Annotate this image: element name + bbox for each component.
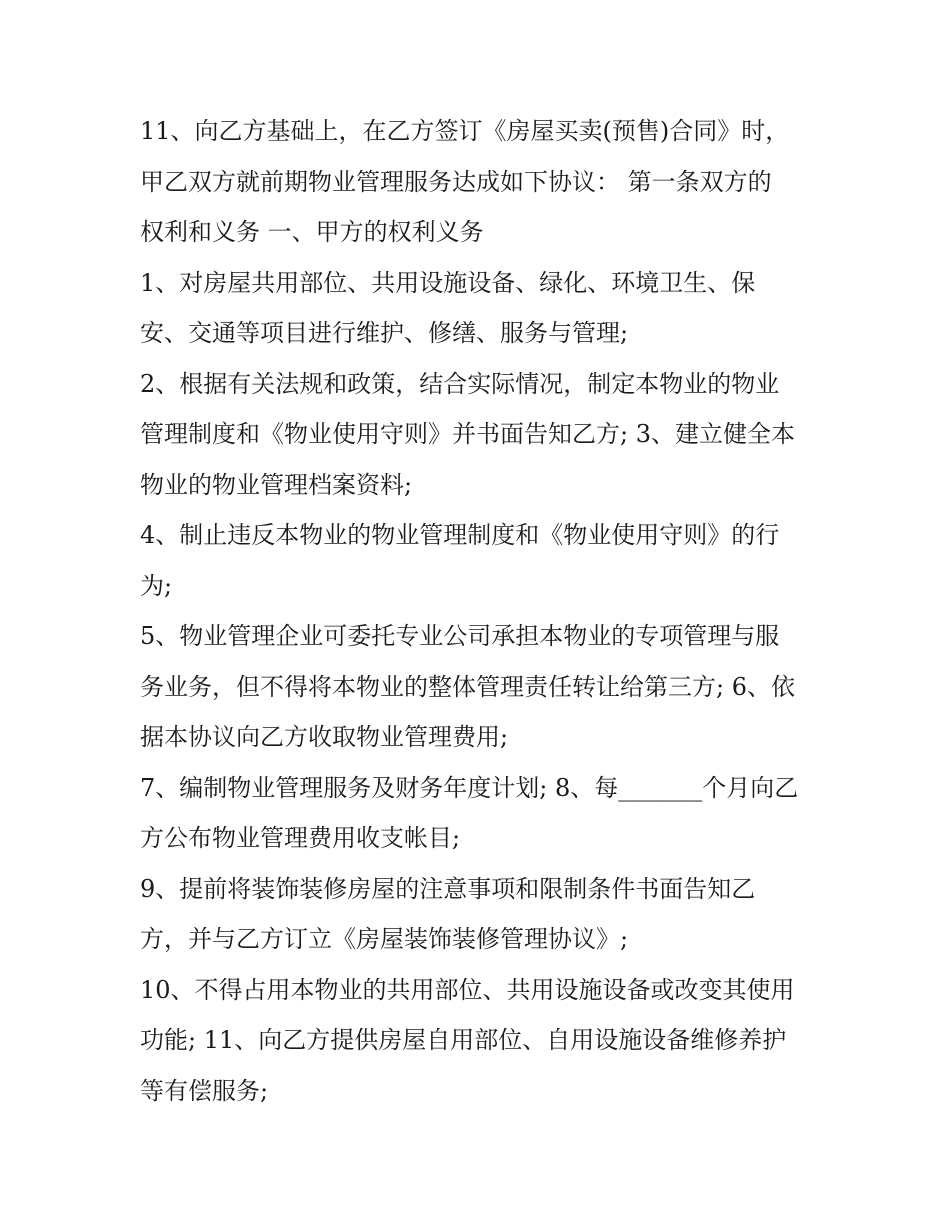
text-line: 11、向乙方基础上，在乙方签订《房屋买卖(预售)合同》时， [140, 117, 790, 145]
text-line: 5、物业管理企业可委托专业公司承担本物业的专项管理与服 [140, 622, 780, 650]
text-line: 方，并与乙方订立《房屋装饰装修管理协议》; [140, 925, 629, 953]
text-line: 1、对房屋共用部位、共用设施设备、绿化、环境卫生、保 [140, 268, 756, 297]
text-line: 2、根据有关法规和政策，结合实际情况，制定本物业的物业 [140, 369, 780, 398]
text-line: 务业务，但不得将本物业的整体管理责任转让给第三方; 6、依 [140, 672, 795, 701]
text-line: 甲乙双方就前期物业管理服务达成如下协议： 第一条双方的 [140, 167, 772, 196]
text-line: 等有偿服务; [140, 1076, 269, 1105]
text-line: 功能; 11、向乙方提供房屋自用部位、自用设施设备维修养护 [140, 1026, 787, 1054]
text-line: 物业的物业管理档案资料; [140, 470, 413, 499]
text-line: 方公布物业管理费用收支帐目; [140, 824, 461, 852]
text-line: 管理制度和《物业使用守则》并书面告知乙方; 3、建立健全本 [140, 420, 795, 448]
text-line: 为; [140, 571, 173, 600]
text-line: 10、不得占用本物业的共用部位、共用设施设备或改变其使用 [140, 975, 795, 1004]
text-line: 据本协议向乙方收取物业管理费用; [140, 723, 509, 751]
text-line: 9、提前将装饰装修房屋的注意事项和限制条件书面告知乙 [140, 874, 756, 903]
text-line: 安、交通等项目进行维护、修缮、服务与管理; [140, 319, 629, 347]
text-line: 4、制止违反本物业的物业管理制度和《物业使用守则》的行 [140, 521, 780, 549]
document-body [140, 106, 820, 1116]
text-line: 7、编制物业管理服务及财务年度计划; 8、每_______个月向乙 [140, 773, 799, 802]
text-line: 权利和义务 一、甲方的权利义务 [140, 218, 484, 246]
